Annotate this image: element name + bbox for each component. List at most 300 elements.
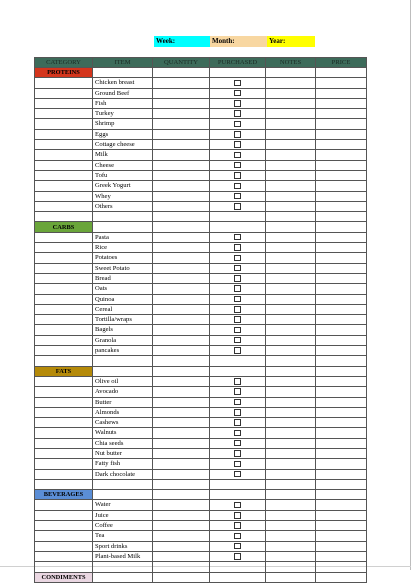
quantity-cell[interactable] (153, 500, 210, 510)
empty-cell (266, 572, 316, 582)
item-name: Cashews (93, 418, 153, 428)
purchased-cell (210, 531, 266, 541)
column-header-row (35, 58, 367, 68)
empty-cell (153, 572, 210, 582)
category-cell (35, 510, 93, 520)
purchased-cell (210, 551, 266, 561)
purchased-cell (210, 541, 266, 551)
price-cell[interactable] (316, 428, 367, 438)
price-cell[interactable] (316, 88, 367, 98)
table-row (35, 407, 367, 417)
table-row (35, 428, 367, 438)
quantity-cell[interactable] (153, 397, 210, 407)
purchased-cell (210, 170, 266, 180)
quantity-cell[interactable] (153, 407, 210, 417)
price-cell[interactable] (316, 140, 367, 150)
empty-cell (93, 490, 153, 500)
price-cell[interactable] (316, 129, 367, 139)
purchased-checkbox[interactable] (234, 141, 241, 148)
purchased-checkbox[interactable] (234, 121, 241, 128)
notes-cell[interactable] (266, 541, 316, 551)
notes-cell[interactable] (266, 170, 316, 180)
price-cell[interactable] (316, 418, 367, 428)
purchased-cell (210, 88, 266, 98)
empty-cell (35, 479, 93, 489)
purchased-cell (210, 129, 266, 139)
price-cell[interactable] (316, 119, 367, 129)
purchased-cell (210, 273, 266, 283)
purchased-checkbox[interactable] (234, 193, 241, 200)
table-row (35, 201, 367, 211)
purchased-checkbox[interactable] (234, 100, 241, 107)
purchased-checkbox[interactable] (234, 90, 241, 97)
quantity-cell[interactable] (153, 119, 210, 129)
column-header: QUANTITY (153, 58, 210, 68)
price-cell[interactable] (316, 253, 367, 263)
empty-cell (316, 572, 367, 582)
empty-cell (316, 562, 367, 572)
quantity-cell[interactable] (153, 273, 210, 283)
column-header: NOTES (266, 58, 316, 68)
empty-cell (153, 490, 210, 500)
quantity-cell[interactable] (153, 376, 210, 386)
category-cell (35, 263, 93, 273)
empty-cell (266, 212, 316, 222)
empty-cell (93, 222, 153, 232)
empty-cell (316, 479, 367, 489)
item-name: Quinoa (93, 294, 153, 304)
notes-cell[interactable] (266, 201, 316, 211)
price-cell[interactable] (316, 304, 367, 314)
purchased-cell (210, 407, 266, 417)
price-cell[interactable] (316, 181, 367, 191)
item-name: Cottage cheese (93, 140, 153, 150)
purchased-cell (210, 459, 266, 469)
price-cell[interactable] (316, 78, 367, 88)
price-cell[interactable] (316, 510, 367, 520)
item-name: Bread (93, 273, 153, 283)
column-header: PURCHASED (210, 58, 266, 68)
purchased-checkbox[interactable] (234, 244, 241, 251)
price-cell[interactable] (316, 232, 367, 242)
item-name: Milk (93, 150, 153, 160)
empty-cell (93, 356, 153, 366)
price-cell[interactable] (316, 469, 367, 479)
purchased-checkbox[interactable] (234, 419, 241, 426)
category-cell (35, 160, 93, 170)
price-cell[interactable] (316, 397, 367, 407)
empty-cell (266, 222, 316, 232)
notes-cell[interactable] (266, 438, 316, 448)
notes-cell[interactable] (266, 191, 316, 201)
quantity-cell[interactable] (153, 448, 210, 458)
quantity-cell[interactable] (153, 551, 210, 561)
price-cell[interactable] (316, 263, 367, 273)
purchased-cell (210, 191, 266, 201)
notes-cell[interactable] (266, 407, 316, 417)
notes-cell[interactable] (266, 232, 316, 242)
notes-cell[interactable] (266, 129, 316, 139)
notes-cell[interactable] (266, 150, 316, 160)
price-cell[interactable] (316, 98, 367, 108)
notes-cell[interactable] (266, 294, 316, 304)
quantity-cell[interactable] (153, 284, 210, 294)
quantity-cell[interactable] (153, 541, 210, 551)
notes-cell[interactable] (266, 500, 316, 510)
price-cell[interactable] (316, 335, 367, 345)
notes-cell[interactable] (266, 284, 316, 294)
table-row (35, 315, 367, 325)
quantity-cell[interactable] (153, 315, 210, 325)
price-cell[interactable] (316, 191, 367, 201)
notes-cell[interactable] (266, 325, 316, 335)
category-cell (35, 294, 93, 304)
grocery-list-table (34, 57, 367, 583)
notes-cell[interactable] (266, 459, 316, 469)
purchased-cell (210, 160, 266, 170)
category-cell (35, 88, 93, 98)
notes-cell[interactable] (266, 469, 316, 479)
purchased-cell (210, 284, 266, 294)
empty-cell (210, 572, 266, 582)
empty-cell (316, 68, 367, 78)
notes-cell[interactable] (266, 448, 316, 458)
purchased-checkbox[interactable] (234, 316, 241, 323)
quantity-cell[interactable] (153, 335, 210, 345)
item-name: Almonds (93, 407, 153, 417)
purchased-checkbox[interactable] (234, 522, 241, 529)
item-name: Fatty fish (93, 459, 153, 469)
price-cell[interactable] (316, 325, 367, 335)
empty-cell (35, 212, 93, 222)
item-name: Juice (93, 510, 153, 520)
notes-cell[interactable] (266, 531, 316, 541)
quantity-cell[interactable] (153, 325, 210, 335)
empty-cell (266, 68, 316, 78)
notes-cell[interactable] (266, 273, 316, 283)
item-name: Pasta (93, 232, 153, 242)
purchased-checkbox[interactable] (234, 183, 241, 190)
quantity-cell[interactable] (153, 531, 210, 541)
quantity-cell[interactable] (153, 232, 210, 242)
price-cell[interactable] (316, 551, 367, 561)
category-label: BEVERAGES (43, 491, 84, 499)
purchased-checkbox[interactable] (234, 275, 241, 282)
notes-cell[interactable] (266, 253, 316, 263)
purchased-cell (210, 510, 266, 520)
table-row (35, 335, 367, 345)
quantity-cell[interactable] (153, 170, 210, 180)
empty-cell (210, 222, 266, 232)
category-row (35, 222, 367, 232)
empty-cell (266, 490, 316, 500)
purchased-checkbox[interactable] (234, 409, 241, 416)
price-cell[interactable] (316, 521, 367, 531)
purchased-checkbox[interactable] (234, 450, 241, 457)
quantity-cell[interactable] (153, 181, 210, 191)
purchased-cell (210, 521, 266, 531)
price-cell[interactable] (316, 201, 367, 211)
price-cell[interactable] (316, 170, 367, 180)
category-cell (35, 335, 93, 345)
purchased-checkbox[interactable] (234, 471, 241, 478)
quantity-cell[interactable] (153, 346, 210, 356)
category-cell (35, 98, 93, 108)
item-name: Greek Yogurt (93, 181, 153, 191)
quantity-cell[interactable] (153, 459, 210, 469)
purchased-checkbox[interactable] (234, 234, 241, 241)
price-cell[interactable] (316, 315, 367, 325)
empty-cell (266, 562, 316, 572)
quantity-cell[interactable] (153, 469, 210, 479)
quantity-cell[interactable] (153, 263, 210, 273)
month-field[interactable]: Month: (210, 36, 267, 47)
price-cell[interactable] (316, 346, 367, 356)
empty-cell (316, 490, 367, 500)
category-cell (35, 140, 93, 150)
quantity-cell[interactable] (153, 521, 210, 531)
grocery-list-body (35, 58, 367, 583)
price-cell[interactable] (316, 376, 367, 386)
empty-cell (316, 212, 367, 222)
purchased-checkbox[interactable] (234, 502, 241, 509)
category-label: PROTEINS (47, 69, 80, 77)
notes-cell[interactable] (266, 304, 316, 314)
notes-cell[interactable] (266, 346, 316, 356)
purchased-checkbox[interactable] (234, 388, 241, 395)
purchased-checkbox[interactable] (234, 296, 241, 303)
quantity-cell[interactable] (153, 150, 210, 160)
table-row (35, 356, 367, 366)
price-cell[interactable] (316, 284, 367, 294)
quantity-cell[interactable] (153, 304, 210, 314)
quantity-cell[interactable] (153, 201, 210, 211)
quantity-cell[interactable] (153, 418, 210, 428)
price-cell[interactable] (316, 531, 367, 541)
notes-cell[interactable] (266, 510, 316, 520)
empty-cell (316, 356, 367, 366)
notes-cell[interactable] (266, 418, 316, 428)
category-cell (35, 119, 93, 129)
price-cell[interactable] (316, 407, 367, 417)
category-cell (35, 68, 93, 78)
purchased-checkbox[interactable] (234, 399, 241, 406)
notes-cell[interactable] (266, 551, 316, 561)
table-row (35, 78, 367, 88)
purchased-checkbox[interactable] (234, 461, 241, 468)
price-cell[interactable] (316, 387, 367, 397)
purchased-checkbox[interactable] (234, 533, 241, 540)
notes-cell[interactable] (266, 243, 316, 253)
purchased-checkbox[interactable] (234, 306, 241, 313)
empty-cell (93, 572, 153, 582)
category-cell (35, 201, 93, 211)
category-cell (35, 243, 93, 253)
purchased-checkbox[interactable] (234, 440, 241, 447)
purchased-cell (210, 335, 266, 345)
quantity-cell[interactable] (153, 140, 210, 150)
table-row (35, 438, 367, 448)
empty-cell (316, 366, 367, 376)
purchased-checkbox[interactable] (234, 378, 241, 385)
item-name: Dark chocolate (93, 469, 153, 479)
category-cell (35, 407, 93, 417)
purchased-checkbox[interactable] (234, 347, 241, 354)
price-cell[interactable] (316, 541, 367, 551)
table-row (35, 191, 367, 201)
quantity-cell[interactable] (153, 438, 210, 448)
price-cell[interactable] (316, 294, 367, 304)
quantity-cell[interactable] (153, 191, 210, 201)
notes-cell[interactable] (266, 387, 316, 397)
item-name: Bagels (93, 325, 153, 335)
table-row (35, 150, 367, 160)
purchased-checkbox[interactable] (234, 543, 241, 550)
quantity-cell[interactable] (153, 243, 210, 253)
empty-cell (153, 366, 210, 376)
purchased-checkbox[interactable] (234, 80, 241, 87)
notes-cell[interactable] (266, 181, 316, 191)
category-cell (35, 222, 93, 232)
table-row (35, 500, 367, 510)
empty-cell (153, 68, 210, 78)
notes-cell[interactable] (266, 376, 316, 386)
item-name: Butter (93, 397, 153, 407)
notes-cell[interactable] (266, 119, 316, 129)
purchased-cell (210, 325, 266, 335)
table-row (35, 510, 367, 520)
purchased-checkbox[interactable] (234, 255, 241, 262)
category-cell (35, 459, 93, 469)
price-cell[interactable] (316, 160, 367, 170)
category-row (35, 68, 367, 78)
quantity-cell[interactable] (153, 78, 210, 88)
quantity-cell[interactable] (153, 109, 210, 119)
notes-cell[interactable] (266, 98, 316, 108)
table-row (35, 170, 367, 180)
quantity-cell[interactable] (153, 88, 210, 98)
purchased-checkbox[interactable] (234, 172, 241, 179)
item-name: Shrimp (93, 119, 153, 129)
quantity-cell[interactable] (153, 294, 210, 304)
category-cell (35, 150, 93, 160)
category-cell (35, 273, 93, 283)
price-cell[interactable] (316, 438, 367, 448)
quantity-cell[interactable] (153, 253, 210, 263)
item-name: Rice (93, 243, 153, 253)
table-row (35, 109, 367, 119)
quantity-cell[interactable] (153, 160, 210, 170)
purchased-cell (210, 253, 266, 263)
table-row (35, 88, 367, 98)
week-field[interactable]: Week: (154, 36, 210, 47)
empty-cell (153, 212, 210, 222)
purchased-checkbox[interactable] (234, 110, 241, 117)
item-name: Eggs (93, 129, 153, 139)
purchased-checkbox[interactable] (234, 512, 241, 519)
table-row (35, 273, 367, 283)
price-cell[interactable] (316, 500, 367, 510)
table-row (35, 376, 367, 386)
notes-cell[interactable] (266, 521, 316, 531)
notes-cell[interactable] (266, 160, 316, 170)
purchased-checkbox[interactable] (234, 553, 241, 560)
price-cell[interactable] (316, 459, 367, 469)
notes-cell[interactable] (266, 109, 316, 119)
purchased-cell (210, 397, 266, 407)
purchased-checkbox[interactable] (234, 285, 241, 292)
purchased-checkbox[interactable] (234, 131, 241, 138)
table-row (35, 325, 367, 335)
table-row (35, 304, 367, 314)
item-name: Tea (93, 531, 153, 541)
purchased-checkbox[interactable] (234, 327, 241, 334)
quantity-cell[interactable] (153, 428, 210, 438)
item-name: Turkey (93, 109, 153, 119)
category-cell (35, 448, 93, 458)
quantity-cell[interactable] (153, 98, 210, 108)
purchased-checkbox[interactable] (234, 265, 241, 272)
purchased-cell (210, 304, 266, 314)
table-row (35, 562, 367, 572)
notes-cell[interactable] (266, 140, 316, 150)
notes-cell[interactable] (266, 397, 316, 407)
purchased-cell (210, 387, 266, 397)
item-name: Potatoes (93, 253, 153, 263)
quantity-cell[interactable] (153, 510, 210, 520)
table-row (35, 397, 367, 407)
table-row (35, 469, 367, 479)
purchased-checkbox[interactable] (234, 430, 241, 437)
purchased-cell (210, 243, 266, 253)
quantity-cell[interactable] (153, 387, 210, 397)
empty-cell (35, 356, 93, 366)
table-row (35, 521, 367, 531)
price-cell[interactable] (316, 109, 367, 119)
year-field[interactable]: Year: (267, 36, 315, 47)
notes-cell[interactable] (266, 315, 316, 325)
purchased-cell (210, 201, 266, 211)
table-row (35, 346, 367, 356)
category-cell (35, 325, 93, 335)
notes-cell[interactable] (266, 335, 316, 345)
category-cell (35, 387, 93, 397)
price-cell[interactable] (316, 243, 367, 253)
notes-cell[interactable] (266, 78, 316, 88)
purchased-checkbox[interactable] (234, 203, 241, 210)
quantity-cell[interactable] (153, 129, 210, 139)
notes-cell[interactable] (266, 88, 316, 98)
item-name: Fish (93, 98, 153, 108)
purchased-checkbox[interactable] (234, 162, 241, 169)
price-cell[interactable] (316, 448, 367, 458)
category-cell (35, 232, 93, 242)
table-row (35, 181, 367, 191)
purchased-cell (210, 294, 266, 304)
item-name: Tofu (93, 170, 153, 180)
item-name: Others (93, 201, 153, 211)
notes-cell[interactable] (266, 428, 316, 438)
price-cell[interactable] (316, 273, 367, 283)
purchased-checkbox[interactable] (234, 337, 241, 344)
purchased-checkbox[interactable] (234, 152, 241, 159)
price-cell[interactable] (316, 150, 367, 160)
item-name: Granola (93, 335, 153, 345)
category-cell (35, 418, 93, 428)
purchased-cell (210, 428, 266, 438)
notes-cell[interactable] (266, 263, 316, 273)
category-row (35, 572, 367, 582)
